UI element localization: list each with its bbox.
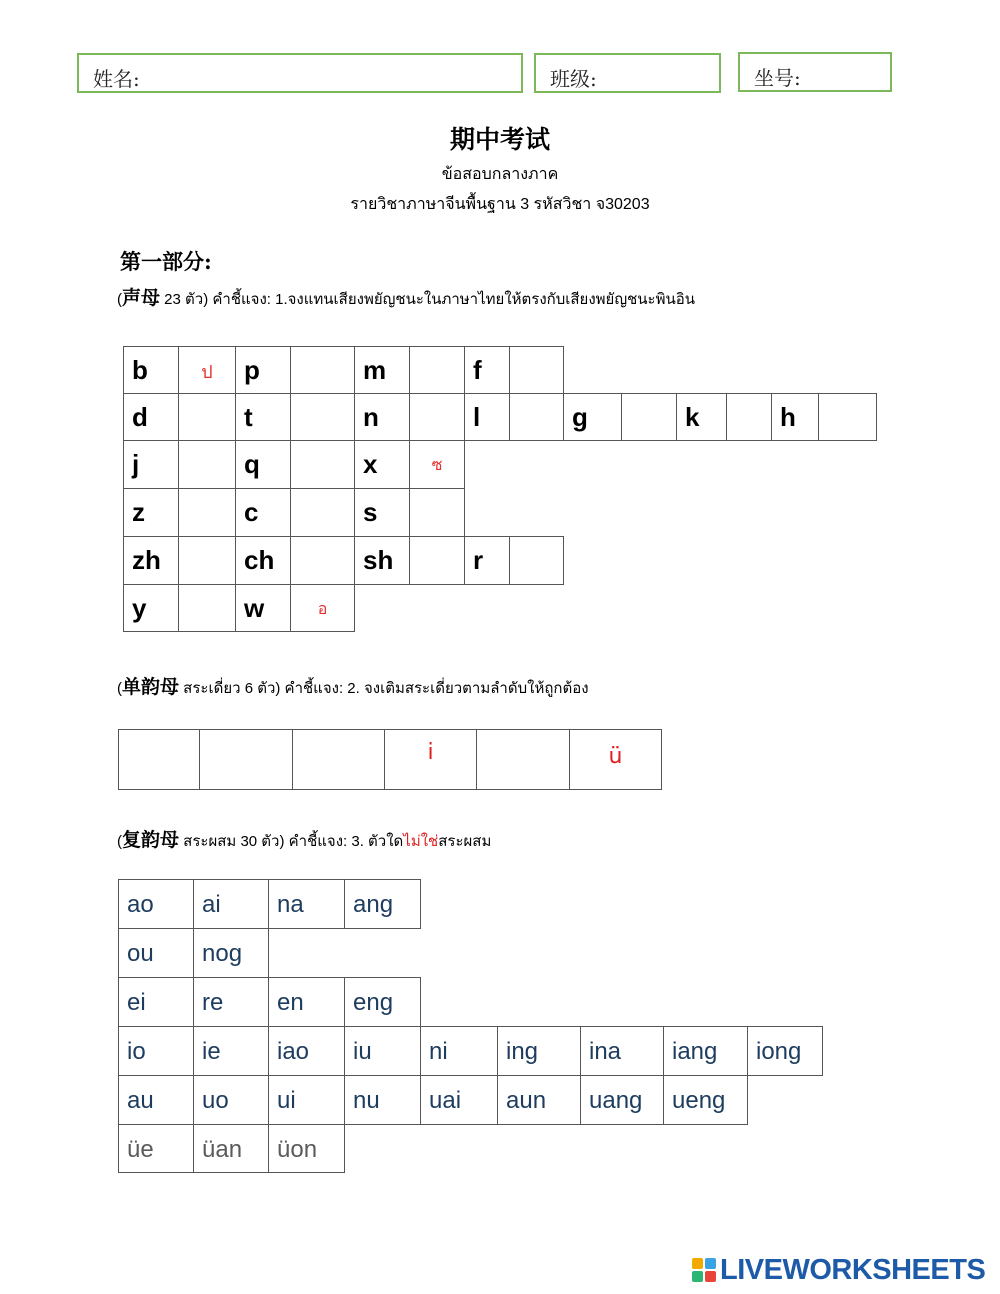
seat-label: 坐号: <box>754 66 801 90</box>
final-option[interactable]: ai <box>193 879 269 929</box>
initial-label: b <box>123 346 179 394</box>
initial-label: r <box>464 536 510 585</box>
initial-answer-input[interactable] <box>290 393 355 441</box>
final-option[interactable]: en <box>268 977 345 1027</box>
initial-answer-input[interactable] <box>178 536 236 585</box>
seat-field[interactable] <box>738 52 892 92</box>
class-field[interactable] <box>534 53 721 93</box>
instruction-3: (复韵母 สระผสม 30 ตัว) คำชี้แจง: 3. ตัวใดไม่ใช่สระผสม <box>117 829 492 851</box>
final-option[interactable]: iu <box>344 1026 421 1076</box>
initial-answer-input[interactable] <box>409 346 465 394</box>
exam-subtitle-thai: ข้อสอบกลางภาค <box>441 166 559 183</box>
initial-label: n <box>354 393 410 441</box>
initial-answer-input[interactable] <box>178 584 236 632</box>
final-option[interactable]: üan <box>193 1124 269 1173</box>
initial-label: f <box>464 346 510 394</box>
name-label: 姓名: <box>93 67 140 91</box>
initial-answer-input[interactable] <box>726 393 772 441</box>
initial-label: x <box>354 440 410 489</box>
initial-label: c <box>235 488 291 537</box>
class-label: 班级: <box>550 67 597 91</box>
course-info: รายวิชาภาษาจีนพื้นฐาน 3 รหัสวิชา จ30203 <box>350 196 650 213</box>
initial-label: h <box>771 393 819 441</box>
liveworksheets-logo-icon <box>692 1258 716 1282</box>
final-option[interactable]: uai <box>420 1075 498 1125</box>
initial-answer-input[interactable] <box>290 440 355 489</box>
vowel-input[interactable] <box>199 729 293 790</box>
final-option[interactable]: üon <box>268 1124 345 1173</box>
initial-label: k <box>676 393 727 441</box>
initial-label: q <box>235 440 291 489</box>
initial-label: zh <box>123 536 179 585</box>
initial-label: w <box>235 584 291 632</box>
final-option[interactable]: iao <box>268 1026 345 1076</box>
vowel-input[interactable] <box>476 729 570 790</box>
initial-label: j <box>123 440 179 489</box>
final-option[interactable]: ing <box>497 1026 581 1076</box>
initial-answer-input[interactable]: ป <box>178 346 236 394</box>
initial-label: p <box>235 346 291 394</box>
initial-answer-input[interactable] <box>290 536 355 585</box>
final-option[interactable]: iong <box>747 1026 823 1076</box>
part-one-heading: 第一部分: <box>120 249 212 274</box>
initial-answer-input[interactable] <box>290 488 355 537</box>
final-option[interactable]: ang <box>344 879 421 929</box>
final-option[interactable]: nog <box>193 928 269 978</box>
initial-answer-input[interactable] <box>621 393 677 441</box>
final-option[interactable]: ui <box>268 1075 345 1125</box>
final-option[interactable]: ei <box>118 977 194 1027</box>
final-option[interactable]: üe <box>118 1124 194 1173</box>
initial-label: t <box>235 393 291 441</box>
final-option[interactable]: uo <box>193 1075 269 1125</box>
initial-answer-input[interactable] <box>409 393 465 441</box>
initial-label: s <box>354 488 410 537</box>
initial-answer-input[interactable] <box>178 440 236 489</box>
final-option[interactable]: ie <box>193 1026 269 1076</box>
final-option[interactable]: nu <box>344 1075 421 1125</box>
liveworksheets-logo[interactable]: LIVEWORKSHEETS <box>720 1254 986 1286</box>
vowel-input[interactable] <box>118 729 200 790</box>
final-option[interactable]: re <box>193 977 269 1027</box>
initial-answer-input[interactable] <box>509 346 564 394</box>
initial-answer-input[interactable] <box>409 536 465 585</box>
final-option[interactable]: ni <box>420 1026 498 1076</box>
final-option[interactable]: aun <box>497 1075 581 1125</box>
instruction-1: (声母 23 ตัว) คำชี้แจง: 1.จงแทนเสียงพยัญชนะในภาษาไทยให้ตรงกับเสียงพยัญชนะพินอิน <box>117 287 695 309</box>
instruction-2: (单韵母 สระเดี่ยว 6 ตัว) คำชี้แจง: 2. จงเติมสระเดี่ยวตามลำดับให้ถูกต้อง <box>117 676 589 698</box>
initial-answer-input[interactable] <box>178 488 236 537</box>
initial-answer-input[interactable] <box>290 346 355 394</box>
vowel-input[interactable] <box>292 729 385 790</box>
initial-label: z <box>123 488 179 537</box>
final-option[interactable]: uang <box>580 1075 664 1125</box>
final-option[interactable]: ina <box>580 1026 664 1076</box>
initial-label: g <box>563 393 622 441</box>
final-option[interactable]: iang <box>663 1026 748 1076</box>
initial-answer-input[interactable] <box>178 393 236 441</box>
final-option[interactable]: eng <box>344 977 421 1027</box>
initial-answer-input[interactable]: อ <box>290 584 355 632</box>
initial-answer-input[interactable]: ซ <box>409 440 465 489</box>
vowel-input[interactable]: i <box>384 729 477 790</box>
final-option[interactable]: na <box>268 879 345 929</box>
name-field[interactable] <box>77 53 523 93</box>
initial-answer-input[interactable] <box>409 488 465 537</box>
final-option[interactable]: au <box>118 1075 194 1125</box>
final-option[interactable]: ao <box>118 879 194 929</box>
vowel-input[interactable]: ü <box>569 729 662 790</box>
initial-label: sh <box>354 536 410 585</box>
initial-label: l <box>464 393 510 441</box>
initial-label: m <box>354 346 410 394</box>
final-option[interactable]: ou <box>118 928 194 978</box>
initial-label: d <box>123 393 179 441</box>
initial-label: y <box>123 584 179 632</box>
initial-label: ch <box>235 536 291 585</box>
initial-answer-input[interactable] <box>509 536 564 585</box>
exam-title: 期中考试 <box>449 125 550 154</box>
initial-answer-input[interactable] <box>509 393 564 441</box>
final-option[interactable]: ueng <box>663 1075 748 1125</box>
initial-answer-input[interactable] <box>818 393 877 441</box>
final-option[interactable]: io <box>118 1026 194 1076</box>
